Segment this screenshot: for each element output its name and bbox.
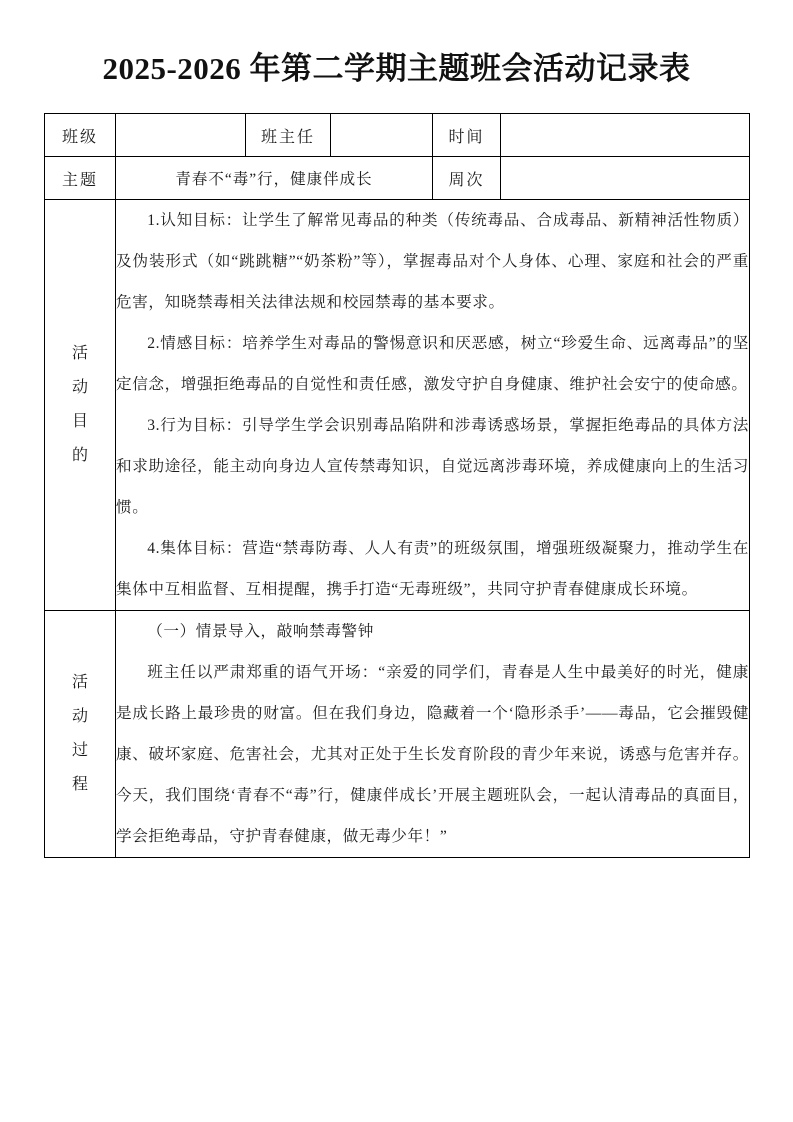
page-title: 2025-2026 年第二学期主题班会活动记录表 — [102, 51, 691, 86]
purpose-paragraph-4: 4.集体目标：营造“禁毒防毒、人人有责”的班级氛围，增强班级凝聚力，推动学生在集体中互相监督、互相提醒，携手打造“无毒班级”，共同守护青春健康成长环境。 — [116, 540, 749, 598]
vertical-label-stack — [45, 346, 115, 464]
section-label-activity-purpose — [45, 200, 116, 611]
table-row-activity-process — [45, 611, 750, 858]
section-label-char: 活 — [71, 345, 88, 362]
process-heading-1: （一）情景导入，敲响禁毒警钟 — [147, 623, 374, 640]
week-value-cell[interactable] — [501, 157, 750, 200]
section-label-char: 动 — [71, 379, 88, 396]
section-label-char: 的 — [71, 447, 88, 464]
class-value-cell[interactable] — [116, 114, 246, 157]
section-label-char: 活 — [71, 674, 88, 691]
theme-label-cell: 主题 — [45, 157, 116, 200]
table-row-class-info — [45, 114, 750, 157]
section-label-char: 程 — [71, 776, 88, 793]
teacher-label-cell: 班主任 — [246, 114, 331, 157]
teacher-value-cell[interactable] — [331, 114, 433, 157]
purpose-paragraph-3: 3.行为目标：引导学生学会识别毒品陷阱和涉毒诱惑场景，掌握拒绝毒品的具体方法和求助途径，能主动向身边人宣传禁毒知识，自觉远离涉毒环境，养成健康向上的生活习惯。 — [116, 417, 749, 516]
week-label-cell: 周次 — [433, 157, 501, 200]
class-label-cell: 班级 — [45, 114, 116, 157]
section-label-activity-process — [45, 611, 116, 858]
time-label-cell: 时间 — [433, 114, 501, 157]
theme-value-cell[interactable]: 青春不“毒”行，健康伴成长 — [116, 157, 433, 200]
section-label-char: 目 — [71, 413, 88, 430]
table-row-theme — [45, 157, 750, 200]
activity-purpose-content[interactable] — [116, 200, 750, 611]
process-paragraph-1: 班主任以严肃郑重的语气开场：“亲爱的同学们，青春是人生中最美好的时光，健康是成长路上最珍贵的财富。但在我们身边，隐藏着一个‘隐形杀手’——毒品，它会摧毁健康、破坏家庭、危害社会，尤其对正处于生长发育阶段的青少年来说，诱惑与危害并存。今天，我们围绕‘青春不“毒”行，健康伴成长’开展主题班队会，一起认清毒品的真面目，学会拒绝毒品，守护青春健康，做无毒少年！” — [116, 664, 749, 845]
purpose-paragraph-2: 2.情感目标：培养学生对毒品的警惕意识和厌恶感，树立“珍爱生命、远离毒品”的坚定信念，增强拒绝毒品的自觉性和责任感，激发守护自身健康、维护社会安宁的使命感。 — [116, 335, 749, 393]
section-label-char: 过 — [71, 742, 88, 759]
activity-process-content[interactable] — [116, 611, 750, 858]
time-value-cell[interactable] — [501, 114, 750, 157]
activity-record-table — [44, 113, 750, 858]
purpose-paragraph-1: 1.认知目标：让学生了解常见毒品的种类（传统毒品、合成毒品、新精神活性物质）及伪装形式（如“跳跳糖”“奶茶粉”等），掌握毒品对个人身体、心理、家庭和社会的严重危害，知晓禁毒相关法律法规和校园禁毒的基本要求。 — [116, 212, 749, 311]
section-label-char: 动 — [71, 708, 88, 725]
vertical-label-stack — [45, 675, 115, 793]
table-row-activity-purpose — [45, 200, 750, 611]
